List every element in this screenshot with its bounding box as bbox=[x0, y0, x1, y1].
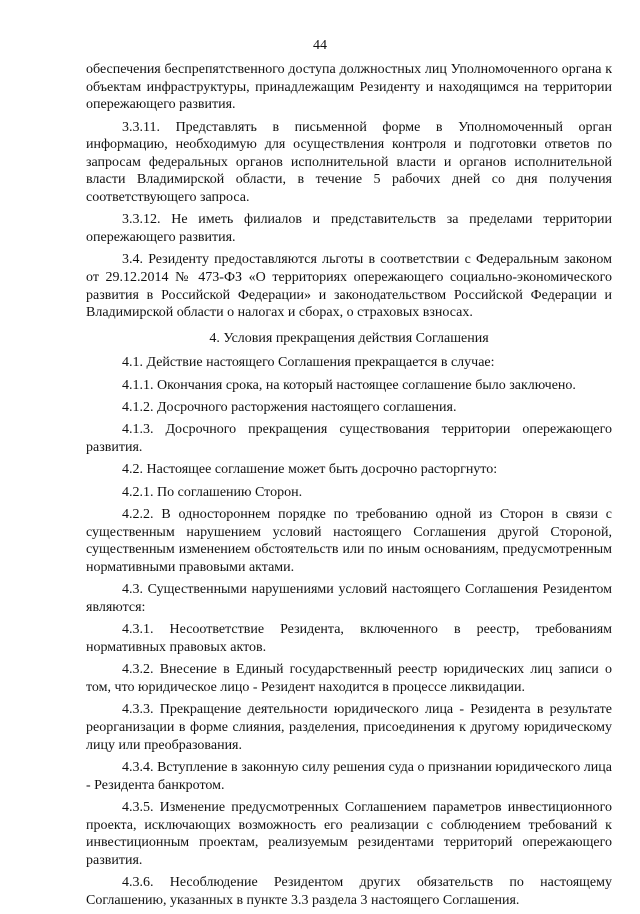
paragraph-4-3-6: 4.3.6. Несоблюдение Резидентом других обязательств по настоящему Соглашению, указанных в пункте 3.3 раздела 3 настоящего Соглашения. bbox=[86, 875, 612, 908]
section-heading-4: 4. Условия прекращения действия Соглашения bbox=[209, 330, 489, 346]
paragraph-4-3-4: 4.3.4. Вступление в законную силу решения суда о признании юридического лица - Резидента банкротом. bbox=[86, 759, 612, 793]
paragraph-4-2: 4.2. Настоящее соглашение может быть досрочно расторгнуто: bbox=[122, 462, 498, 478]
paragraph-3-3-12: 3.3.12. Не иметь филиалов и представительств за пределами территории опережающего развития. bbox=[86, 212, 612, 245]
document-body bbox=[86, 61, 612, 914]
paragraph-4-1-1: 4.1.1. Окончания срока, на который настоящее соглашение было заключено. bbox=[122, 377, 576, 393]
page-number: 44 bbox=[313, 38, 327, 53]
paragraph-4-1-3: 4.1.3. Досрочного прекращения существования территории опережающего развития. bbox=[86, 422, 612, 456]
paragraph-4-3-2: 4.3.2. Внесение в Единый государственный реестр юридических лиц записи о том, что юридическое лицо - Резидент находится в процессе ликвидации. bbox=[86, 662, 612, 695]
paragraph-4-2-2: 4.2.2. В одностороннем порядке по требованию одной из Сторон в связи с существенным нарушением условий настоящего Соглашения другой Стороной, существенным изменением обстоятельств или по иным основаниям, предусмотренным нормативными правовыми актами. bbox=[86, 507, 612, 576]
paragraph-4-3-1: 4.3.1. Несоответствие Резидента, включенного в реестр, требованиям нормативных правовых актов. bbox=[86, 622, 612, 655]
paragraph-3-3-11: 3.3.11. Представлять в письменной форме в Уполномоченный орган информацию, необходимую для осуществления контроля и подготовки ответов по запросам федеральных органов исполнительной власти и органов исполнительной власти Владимирской области, в течение 5 рабочих дней со дня получения соответствующего запроса. bbox=[86, 119, 612, 205]
paragraph-4-3-5: 4.3.5. Изменение предусмотренных Соглашением параметров инвестиционного проекта, исключающих возможность его реализации с соблюдением требований к инвестиционным проектам, реализуемым резидентами территорий опережающего развития. bbox=[86, 799, 612, 868]
paragraph-4-3-3: 4.3.3. Прекращение деятельности юридического лица - Резидента в результате реорганизации в форме слияния, разделения, присоединения к другому юридическому лицу или преобразования. bbox=[86, 702, 612, 753]
paragraph-4-2-1: 4.2.1. По соглашению Сторон. bbox=[122, 484, 303, 500]
paragraph-3-4: 3.4. Резиденту предоставляются льготы в соответствии с Федеральным законом от 29.12.2014 № 473-ФЗ «О территориях опережающего социально-экономического развития в Российской Федерации» и законодательством Российской Федерации и Владимирской области о налогах и сборах, о страховых взносах. bbox=[86, 252, 612, 321]
paragraph-4-3: 4.3. Существенными нарушениями условий настоящего Соглашения Резидентом являются: bbox=[86, 582, 612, 615]
paragraph-4-1: 4.1. Действие настоящего Соглашения прекращается в случае: bbox=[122, 355, 495, 371]
paragraph-continuation: обеспечения беспрепятственного доступа должностных лиц Уполномоченного органа к объектам инфраструктуры, принадлежащим Резиденту и находящимся на территории опережающего развития. bbox=[86, 62, 612, 113]
paragraph-4-1-2: 4.1.2. Досрочного расторжения настоящего соглашения. bbox=[122, 400, 457, 416]
